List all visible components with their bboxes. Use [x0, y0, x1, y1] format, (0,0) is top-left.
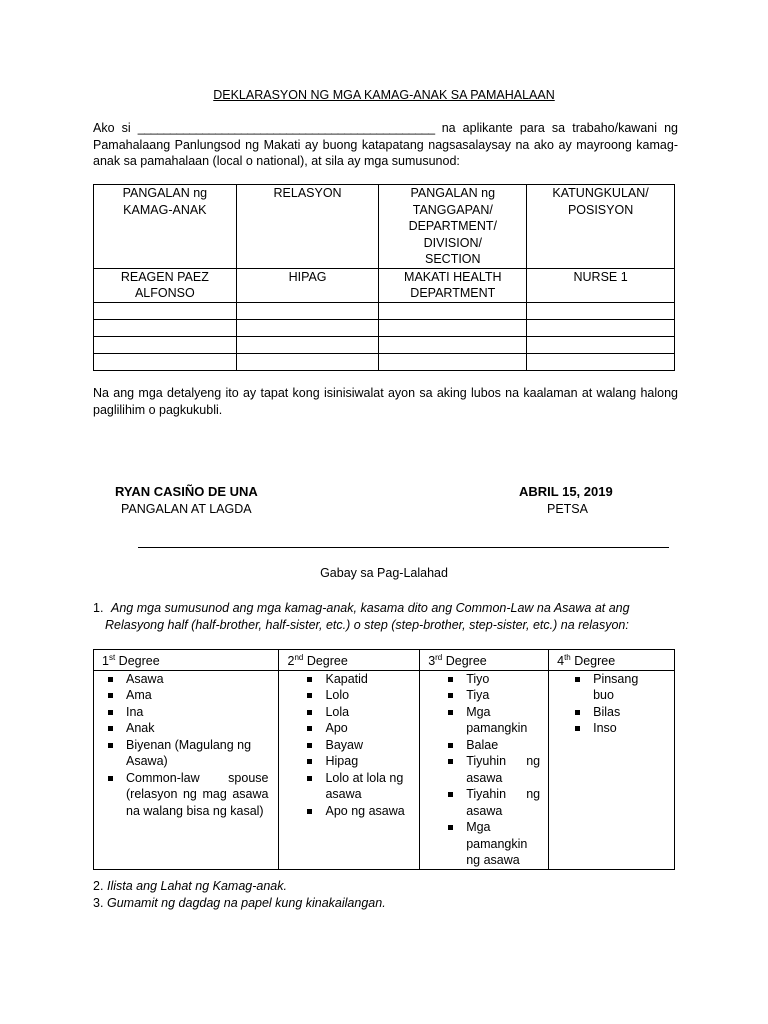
- list-item: Tiyuhin ng asawa: [438, 753, 540, 786]
- list-item: Inso: [565, 720, 660, 737]
- degrees-body-row: [94, 670, 675, 869]
- list-item: Lolo: [297, 687, 415, 704]
- list-item: Tiyo: [438, 671, 540, 688]
- cell-position: NURSE 1: [527, 268, 675, 302]
- relatives-table: [93, 184, 675, 371]
- header-cell-name: PANGALAN ng KAMAG-ANAK: [94, 185, 237, 269]
- list-item: Kapatid: [297, 671, 415, 688]
- degree-3-cell: [420, 670, 549, 869]
- guide-item-2-number: 2.: [93, 879, 104, 893]
- applicant-name-blank: ______________________________________________: [137, 121, 435, 135]
- table-row-empty: [94, 353, 675, 370]
- guide-item-3-number: 3.: [93, 896, 104, 910]
- list-item: Lola: [297, 704, 415, 721]
- list-item: Ama: [98, 687, 268, 704]
- date-caption: PETSA: [547, 502, 588, 516]
- section-divider: [138, 547, 669, 548]
- intro-paragraph: [93, 120, 678, 170]
- list-item: Mga pamangkin: [438, 704, 540, 737]
- degree-header-4: 4th Degree: [549, 650, 675, 671]
- list-item: Apo: [297, 720, 415, 737]
- degree-1-cell: [94, 670, 279, 869]
- guide-item-2-text: Ilista ang Lahat ng Kamag-anak.: [107, 879, 287, 893]
- list-item: Apo ng asawa: [297, 803, 415, 820]
- degrees-table: [93, 649, 675, 870]
- header-cell-office: PANGALAN ng TANGGAPAN/ DEPARTMENT/ DIVISION/ SECTION: [379, 185, 527, 269]
- guide-item-1-line2: Relasyong half (half-brother, half-sister, etc.) o step (step-brother, step-sister, etc.) na relasyon:: [105, 617, 629, 632]
- list-item: Common-law spouse (relasyon ng mag asawa na walang bisa ng kasal): [98, 770, 268, 820]
- degree-header-2: 2nd Degree: [279, 650, 420, 671]
- degree-header-1: 1st Degree: [94, 650, 279, 671]
- header-cell-relation: RELASYON: [236, 185, 379, 269]
- signatory-name: RYAN CASIÑO DE UNA: [115, 484, 258, 499]
- guide-item-3: [93, 895, 386, 912]
- list-item: Bilas: [565, 704, 660, 721]
- list-item: Balae: [438, 737, 540, 754]
- list-item: Hipag: [297, 753, 415, 770]
- list-item: Bayaw: [297, 737, 415, 754]
- degree-header-3: 3rd Degree: [420, 650, 549, 671]
- degree-2-cell: [279, 670, 420, 869]
- list-item: Anak: [98, 720, 268, 737]
- guide-item-3-text: Gumamit ng dagdag na papel kung kinakailangan.: [107, 896, 386, 910]
- document-title: DEKLARASYON NG MGA KAMAG-ANAK SA PAMAHALAAN: [213, 88, 555, 102]
- table-row: [94, 268, 675, 302]
- list-item: Asawa: [98, 671, 268, 688]
- table-row-empty: [94, 302, 675, 319]
- list-item: Biyenan (Magulang ng Asawa): [98, 737, 268, 770]
- degrees-header-row: [94, 650, 675, 671]
- guide-item-1: [93, 600, 678, 633]
- cell-relative-name: REAGEN PAEZ ALFONSO: [94, 268, 237, 302]
- guide-item-1-number: 1.: [93, 601, 104, 615]
- date-value: ABRIL 15, 2019: [519, 484, 613, 499]
- signatory-caption: PANGALAN AT LAGDA: [121, 502, 252, 516]
- intro-rest: na aplikante para sa trabaho/kawani ng Pamahalaang Panlungsod ng Makati ay buong katapatang nagsasalaysay na ako ay mayroong kamag-anak sa pamahalaan (local o national), at sila ay mga sumusunod:: [93, 121, 678, 168]
- guide-item-1-line1: Ang mga sumusunod ang mga kamag-anak, kasama dito ang Common-Law na Asawa at ang: [111, 601, 630, 615]
- list-item: Mga pamangkin ng asawa: [438, 819, 540, 869]
- list-item: Tiyahin ng asawa: [438, 786, 540, 819]
- header-cell-position: KATUNGKULAN/ POSISYON: [527, 185, 675, 269]
- list-item: Tiya: [438, 687, 540, 704]
- affirmation-paragraph: Na ang mga detalyeng ito ay tapat kong isinisiwalat ayon sa aking lubos na kaalaman at walang halong paglilihim o pagkukubli.: [93, 386, 678, 417]
- table-row-empty: [94, 319, 675, 336]
- list-item: Pinsang buo: [565, 671, 660, 704]
- cell-office: MAKATI HEALTH DEPARTMENT: [379, 268, 527, 302]
- cell-relation: HIPAG: [236, 268, 379, 302]
- list-item: Ina: [98, 704, 268, 721]
- relatives-table-header: [94, 185, 675, 269]
- guide-item-2: [93, 878, 287, 895]
- list-item: Lolo at lola ng asawa: [297, 770, 415, 803]
- degree-4-cell: [549, 670, 675, 869]
- intro-prefix: Ako si: [93, 121, 131, 135]
- guide-title: Gabay sa Pag-Lalahad: [320, 566, 448, 580]
- table-row-empty: [94, 336, 675, 353]
